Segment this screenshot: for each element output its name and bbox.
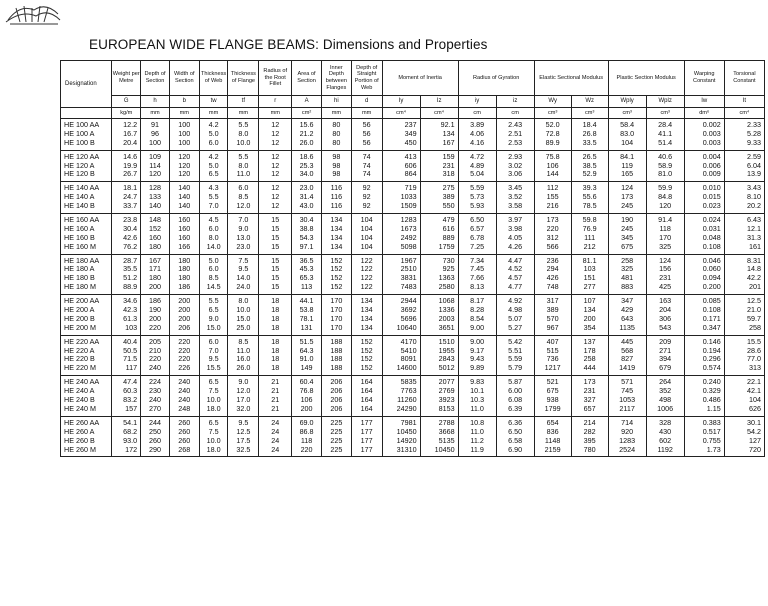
value-cell: 654 836 1148 2159 <box>534 416 571 457</box>
value-cell: 92.1 134 167 <box>420 119 458 151</box>
value-cell: 116 116 116 <box>321 182 351 214</box>
unit-13: cm <box>496 108 534 119</box>
value-cell: 200 200 200 206 <box>169 295 199 336</box>
value-cell: 328 430 602 1192 <box>646 416 684 457</box>
designation-cell: HE 200 AA HE 200 A HE 200 B HE 200 M <box>61 295 112 336</box>
symbol-18: Iw <box>684 96 724 108</box>
unit-11: cm⁴ <box>420 108 458 119</box>
symbol-8: hi <box>321 96 351 108</box>
value-cell: 5835 7763 11260 24290 <box>382 376 420 417</box>
value-cell: 18.6 25.3 34.0 <box>292 150 322 182</box>
value-cell: 56 56 56 <box>351 119 382 151</box>
value-cell: 4.2 5.0 6.0 <box>199 119 228 151</box>
value-cell: 128 133 140 <box>141 182 170 214</box>
value-cell: 188 188 188 188 <box>321 335 351 376</box>
designation-cell: HE 120 AA HE 120 A HE 120 B <box>61 150 112 182</box>
value-cell: 122 122 122 122 <box>351 254 382 295</box>
symbol-9: d <box>351 96 382 108</box>
col-area: Area of Section <box>292 61 322 96</box>
value-cell: 134 134 134 134 <box>351 295 382 336</box>
value-cell: 148 152 160 180 <box>141 214 170 255</box>
value-cell: 23.0 31.4 43.0 <box>292 182 322 214</box>
col-weight: Weight per Metre <box>112 61 141 96</box>
value-cell: 36.5 45.3 65.3 113 <box>292 254 322 295</box>
unit-17: cm³ <box>646 108 684 119</box>
value-cell: 4.2 5.0 6.5 <box>199 150 228 182</box>
symbol-1: G <box>112 96 141 108</box>
value-cell: 26.5 38.5 52.9 <box>571 150 608 182</box>
value-cell: 21 21 21 21 <box>259 376 292 417</box>
value-cell: 264 352 498 1006 <box>646 376 684 417</box>
value-cell: 2077 2769 3923 8153 <box>420 376 458 417</box>
value-cell: 54.1 68.2 93.0 172 <box>112 416 141 457</box>
value-cell: 60.4 76.8 106 200 <box>292 376 322 417</box>
value-cell: 5.42 5.51 5.59 5.79 <box>496 335 534 376</box>
value-cell: 3.97 3.98 4.05 4.26 <box>496 214 534 255</box>
value-cell: 12 12 12 <box>259 119 292 151</box>
value-cell: 8.0 10.0 15.0 25.0 <box>228 295 259 336</box>
value-cell: 44.1 53.8 78.1 131 <box>292 295 322 336</box>
value-cell: 109 114 120 <box>141 150 170 182</box>
value-cell: 214 282 395 780 <box>571 416 608 457</box>
value-cell: 3.43 8.10 20.2 <box>724 182 764 214</box>
value-cell: 51.5 64.3 91.0 149 <box>292 335 322 376</box>
value-cell: 206 206 206 206 <box>321 376 351 417</box>
value-cell: 15.5 28.6 77.0 313 <box>724 335 764 376</box>
value-cell: 4.72 4.89 5.04 <box>458 150 496 182</box>
group-moment-of-inertia: Moment of Inertia <box>382 61 458 96</box>
group-elastic-modulus: Elastic Sectional Modulus <box>534 61 608 96</box>
value-cell: 137 178 258 444 <box>571 335 608 376</box>
value-cell: 124 156 231 425 <box>646 254 684 295</box>
value-cell: 0.002 0.003 0.003 <box>684 119 724 151</box>
unit-9: mm <box>351 108 382 119</box>
value-cell: 22.1 42.1 104 626 <box>724 376 764 417</box>
unit-7: cm² <box>292 108 322 119</box>
value-cell: 40.4 50.5 71.5 117 <box>112 335 141 376</box>
value-cell: 59.8 76.9 111 212 <box>571 214 608 255</box>
table-body <box>61 119 765 457</box>
value-cell: 40.6 58.9 81.0 <box>646 150 684 182</box>
value-cell: 9.0 12.0 17.0 32.0 <box>228 376 259 417</box>
symbol-5: tf <box>228 96 259 108</box>
unit-10: cm⁴ <box>382 108 420 119</box>
logo-icon <box>2 0 64 26</box>
value-cell: 52.0 72.8 89.9 <box>534 119 571 151</box>
value-cell: 3.45 3.52 3.58 <box>496 182 534 214</box>
value-cell: 23.8 30.4 42.6 76.2 <box>112 214 141 255</box>
designation-cell: HE 160 AA HE 160 A HE 160 B HE 160 M <box>61 214 112 255</box>
value-cell: 0.024 0.031 0.048 0.108 <box>684 214 724 255</box>
value-cell: 69.0 86.8 118 220 <box>292 416 322 457</box>
value-cell: 4.3 5.5 7.0 <box>199 182 228 214</box>
value-cell: 0.004 0.006 0.009 <box>684 150 724 182</box>
value-cell: 160 160 160 166 <box>169 214 199 255</box>
symbol-16: Wply <box>608 96 646 108</box>
value-cell: 244 250 260 290 <box>141 416 170 457</box>
value-cell: 5.87 6.00 6.08 6.39 <box>496 376 534 417</box>
value-cell: 260 260 260 268 <box>169 416 199 457</box>
value-cell: 6.5 7.5 10.0 18.0 <box>199 416 228 457</box>
value-cell: 571 745 1053 2117 <box>608 376 646 417</box>
value-cell: 39.3 55.6 78.5 <box>571 182 608 214</box>
unit-16: cm³ <box>608 108 646 119</box>
value-cell: 258 325 481 883 <box>608 254 646 295</box>
value-cell: 224 230 240 270 <box>141 376 170 417</box>
value-cell: 2.93 3.02 3.06 <box>496 150 534 182</box>
value-cell: 14.6 19.9 26.7 <box>112 150 141 182</box>
table-row <box>61 254 765 295</box>
symbol-2: h <box>141 96 170 108</box>
group-plastic-modulus: Plastic Section Modulus <box>608 61 684 96</box>
value-cell: 164 164 164 164 <box>351 376 382 417</box>
col-straight-depth: Depth of Straight Portion of Web <box>351 61 382 96</box>
value-cell: 91.4 118 170 325 <box>646 214 684 255</box>
value-cell: 5.5 8.0 11.0 <box>228 150 259 182</box>
designation-cell: HE 220 AA HE 220 A HE 220 B HE 220 M <box>61 335 112 376</box>
symbol-14: Wy <box>534 96 571 108</box>
unit-12: cm <box>458 108 496 119</box>
value-cell: 407 515 736 1217 <box>534 335 571 376</box>
value-cell: 58.4 83.0 104 <box>608 119 646 151</box>
value-cell: 714 920 1283 2524 <box>608 416 646 457</box>
group-radius-of-gyration: Radius of Gyration <box>458 61 534 96</box>
value-cell: 18 18 18 18 <box>259 335 292 376</box>
symbol-10: Iy <box>382 96 420 108</box>
value-cell: 107 134 200 354 <box>571 295 608 336</box>
value-cell: 18.4 26.8 33.5 <box>571 119 608 151</box>
symbol-6: r <box>259 96 292 108</box>
value-cell: 177 177 177 177 <box>351 416 382 457</box>
symbol-15: Wz <box>571 96 608 108</box>
symbol-3: b <box>169 96 199 108</box>
unit-18: dm⁶ <box>684 108 724 119</box>
value-cell: 28.4 41.1 51.4 <box>646 119 684 151</box>
value-cell: 15 15 15 15 <box>259 214 292 255</box>
value-cell: 74 74 74 <box>351 150 382 182</box>
value-cell: 225 225 225 225 <box>321 416 351 457</box>
value-cell: 18.1 24.7 33.7 <box>112 182 141 214</box>
value-cell: 7.5 9.5 14.0 24.0 <box>228 254 259 295</box>
value-cell: 8.31 14.8 42.2 201 <box>724 254 764 295</box>
value-cell: 6.5 7.5 10.0 18.0 <box>199 376 228 417</box>
value-cell: 205 210 220 240 <box>141 335 170 376</box>
value-cell: 445 568 827 1419 <box>608 335 646 376</box>
value-cell: 159 231 318 <box>420 150 458 182</box>
value-cell: 317 389 570 967 <box>534 295 571 336</box>
symbol-11: Iz <box>420 96 458 108</box>
value-cell: 730 925 1363 2580 <box>420 254 458 295</box>
value-cell: 80 80 80 <box>321 119 351 151</box>
value-cell: 28.7 35.5 51.2 88.9 <box>112 254 141 295</box>
value-cell: 140 140 140 <box>169 182 199 214</box>
value-cell: 5.59 5.73 5.93 <box>458 182 496 214</box>
value-cell: 152 152 152 152 <box>351 335 382 376</box>
value-cell: 479 616 889 1759 <box>420 214 458 255</box>
value-cell: 134 134 134 134 <box>321 214 351 255</box>
value-cell: 4170 5410 8091 14600 <box>382 335 420 376</box>
value-cell: 5.0 6.0 8.5 14.5 <box>199 254 228 295</box>
col-inner-depth: Inner Depth between Flanges <box>321 61 351 96</box>
value-cell: 12.2 16.7 20.4 <box>112 119 141 151</box>
value-cell: 521 675 938 1799 <box>534 376 571 417</box>
value-cell: 59.9 84.8 120 <box>646 182 684 214</box>
value-cell: 34.6 42.3 61.3 103 <box>112 295 141 336</box>
value-cell: 6.0 7.0 9.5 15.5 <box>199 335 228 376</box>
symbol-13: iz <box>496 96 534 108</box>
unit-0 <box>61 108 112 119</box>
value-cell: 24 24 24 24 <box>259 416 292 457</box>
value-cell: 12 12 12 <box>259 150 292 182</box>
value-cell: 413 606 864 <box>382 150 420 182</box>
col-web-thickness: Thickness of Web <box>199 61 228 96</box>
value-cell: 47.4 60.3 83.2 157 <box>112 376 141 417</box>
col-torsional-constant: Torsional Constant <box>724 61 764 96</box>
value-cell: 92 92 92 <box>351 182 382 214</box>
value-cell: 9.00 9.17 9.43 9.89 <box>458 335 496 376</box>
value-cell: 7981 10450 14920 31310 <box>382 416 420 457</box>
unit-3: mm <box>169 108 199 119</box>
value-cell: 15 15 15 15 <box>259 254 292 295</box>
unit-14: cm³ <box>534 108 571 119</box>
col-flange-thickness: Thickness of Flange <box>228 61 259 96</box>
unit-4: mm <box>199 108 228 119</box>
value-cell: 0.383 0.517 0.755 1.73 <box>684 416 724 457</box>
col-warping-constant: Warping Constant <box>684 61 724 96</box>
value-cell: 6.36 6.50 6.58 6.90 <box>496 416 534 457</box>
table-row <box>61 150 765 182</box>
value-cell: 8.17 8.28 8.54 9.00 <box>458 295 496 336</box>
value-cell: 0.240 0.329 0.486 1.15 <box>684 376 724 417</box>
value-cell: 0.046 0.060 0.094 0.200 <box>684 254 724 295</box>
value-cell: 4.92 4.98 5.07 5.27 <box>496 295 534 336</box>
value-cell: 81.1 103 151 277 <box>571 254 608 295</box>
value-cell: 2.33 5.28 9.33 <box>724 119 764 151</box>
value-cell: 2944 3692 5696 10640 <box>382 295 420 336</box>
value-cell: 152 152 152 152 <box>321 254 351 295</box>
symbol-17: Wplz <box>646 96 684 108</box>
designation-cell: HE 100 AA HE 100 A HE 100 B <box>61 119 112 151</box>
value-cell: 9.83 10.1 10.3 11.0 <box>458 376 496 417</box>
designation-cell: HE 240 AA HE 240 A HE 240 B HE 240 M <box>61 376 112 417</box>
value-cell: 100 100 100 <box>169 119 199 151</box>
value-cell: 0.085 0.108 0.171 0.347 <box>684 295 724 336</box>
value-cell: 2788 3668 5135 10450 <box>420 416 458 457</box>
table-row <box>61 416 765 457</box>
value-cell: 120 120 120 <box>169 150 199 182</box>
value-cell: 180 180 180 186 <box>169 254 199 295</box>
value-cell: 5.5 6.5 9.0 15.0 <box>199 295 228 336</box>
symbol-7: A <box>292 96 322 108</box>
value-cell: 190 245 345 675 <box>608 214 646 255</box>
value-cell: 12.5 21.0 59.7 258 <box>724 295 764 336</box>
value-cell: 347 429 643 1135 <box>608 295 646 336</box>
properties-table <box>60 60 765 457</box>
value-cell: 0.146 0.194 0.296 0.574 <box>684 335 724 376</box>
unit-5: mm <box>228 108 259 119</box>
unit-15: cm³ <box>571 108 608 119</box>
value-cell: 18 18 18 18 <box>259 295 292 336</box>
unit-6: mm <box>259 108 292 119</box>
table-row <box>61 214 765 255</box>
value-cell: 163 204 306 543 <box>646 295 684 336</box>
value-cell: 220 220 220 226 <box>169 335 199 376</box>
value-cell: 1068 1336 2003 3651 <box>420 295 458 336</box>
value-cell: 167 171 180 200 <box>141 254 170 295</box>
value-cell: 1967 2510 3831 7483 <box>382 254 420 295</box>
symbol-12: iy <box>458 96 496 108</box>
symbol-19: It <box>724 96 764 108</box>
value-cell: 15.6 21.2 26.0 <box>292 119 322 151</box>
value-cell: 7.0 9.0 13.0 23.0 <box>228 214 259 255</box>
value-cell: 236 294 426 748 <box>534 254 571 295</box>
value-cell: 186 190 200 220 <box>141 295 170 336</box>
value-cell: 2.59 6.04 13.9 <box>724 150 764 182</box>
designation-cell: HE 140 AA HE 140 A HE 140 B <box>61 182 112 214</box>
table-row <box>61 119 765 151</box>
value-cell: 5.5 8.0 10.0 <box>228 119 259 151</box>
value-cell: 1283 1673 2492 5098 <box>382 214 420 255</box>
value-cell: 173 231 327 657 <box>571 376 608 417</box>
value-cell: 91 96 100 <box>141 119 170 151</box>
value-cell: 209 271 394 679 <box>646 335 684 376</box>
unit-8: mm <box>321 108 351 119</box>
value-cell: 173 220 312 566 <box>534 214 571 255</box>
value-cell: 275 389 550 <box>420 182 458 214</box>
value-cell: 170 170 170 170 <box>321 295 351 336</box>
value-cell: 2.43 2.51 2.53 <box>496 119 534 151</box>
unit-19: cm⁴ <box>724 108 764 119</box>
value-cell: 98 98 98 <box>321 150 351 182</box>
value-cell: 719 1033 1509 <box>382 182 420 214</box>
value-cell: 12 12 12 <box>259 182 292 214</box>
value-cell: 84.1 119 165 <box>608 150 646 182</box>
value-cell: 4.5 6.0 8.0 14.0 <box>199 214 228 255</box>
value-cell: 4.47 4.52 4.57 4.77 <box>496 254 534 295</box>
value-cell: 10.8 11.0 11.2 11.9 <box>458 416 496 457</box>
unit-1: kg/m <box>112 108 141 119</box>
table-header <box>61 61 765 119</box>
col-width: Width of Section <box>169 61 199 96</box>
value-cell: 6.50 6.57 6.78 7.25 <box>458 214 496 255</box>
value-cell: 237 349 450 <box>382 119 420 151</box>
value-cell: 75.8 106 144 <box>534 150 571 182</box>
value-cell: 240 240 240 248 <box>169 376 199 417</box>
table-row <box>61 335 765 376</box>
col-designation: Designation <box>61 61 112 108</box>
value-cell: 7.34 7.45 7.66 8.13 <box>458 254 496 295</box>
value-cell: 6.43 12.1 31.3 161 <box>724 214 764 255</box>
designation-cell: HE 260 AA HE 260 A HE 260 B HE 260 M <box>61 416 112 457</box>
value-cell: 8.5 11.0 16.0 26.0 <box>228 335 259 376</box>
value-cell: 0.010 0.015 0.023 <box>684 182 724 214</box>
designation-cell: HE 180 AA HE 180 A HE 180 B HE 180 M <box>61 254 112 295</box>
value-cell: 1510 1955 2843 5012 <box>420 335 458 376</box>
table-row <box>61 182 765 214</box>
value-cell: 3.89 4.06 4.16 <box>458 119 496 151</box>
value-cell: 104 104 104 104 <box>351 214 382 255</box>
value-cell: 30.4 38.8 54.3 97.1 <box>292 214 322 255</box>
col-depth: Depth of Section <box>141 61 170 96</box>
value-cell: 9.5 12.5 17.5 32.5 <box>228 416 259 457</box>
col-root-radius: Radius of the Root Fillet <box>259 61 292 96</box>
symbol-4: tw <box>199 96 228 108</box>
table-row <box>61 295 765 336</box>
value-cell: 30.1 54.2 127 720 <box>724 416 764 457</box>
value-cell: 6.0 8.5 12.0 <box>228 182 259 214</box>
unit-2: mm <box>141 108 170 119</box>
value-cell: 124 173 245 <box>608 182 646 214</box>
table-row <box>61 376 765 417</box>
value-cell: 112 155 216 <box>534 182 571 214</box>
page-title: EUROPEAN WIDE FLANGE BEAMS: Dimensions and Properties <box>89 37 488 52</box>
